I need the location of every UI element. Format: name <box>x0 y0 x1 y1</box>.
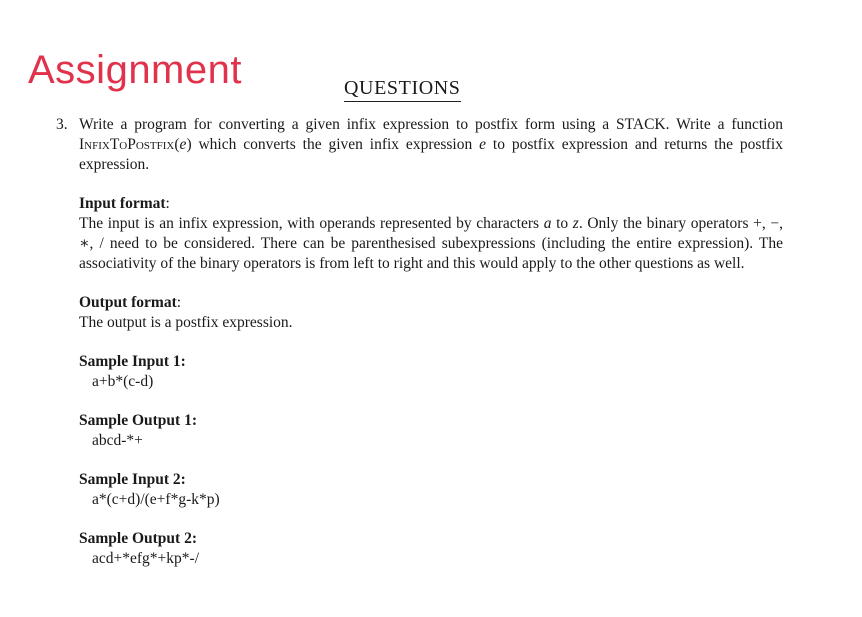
intro-text-1: Write a program for converting a given infix expression to postfix form using a STACK. Write a function <box>79 116 783 133</box>
sample-output-2-value: acd+*efg*+kp*-/ <box>92 550 200 567</box>
intro-variable: e <box>479 136 486 153</box>
question-number: 3. <box>56 116 68 133</box>
sample-output-2-label: Sample Output 2: <box>79 530 197 547</box>
output-format-heading: Output format: <box>79 294 182 311</box>
function-arg: e <box>179 136 187 153</box>
questions-heading: QUESTIONS <box>344 77 461 102</box>
function-arg-open: ( <box>174 136 180 153</box>
function-arg-close: ) <box>186 136 192 153</box>
sample-input-2-label: Sample Input 2: <box>79 471 186 488</box>
assignment-title: Assignment <box>28 48 242 92</box>
input-format-text: The input is an infix expression, with operands represented by characters a to z. Only the binary operators +, −, ∗, / need to be considered. There can be parenthesised subexpressions (including the entire expression). The associativity of the binary operators is from left to right and this would apply to the other questions as well. <box>79 215 783 272</box>
sample-input-1-value: a+b*(c-d) <box>92 373 154 390</box>
sample-output-1-label: Sample Output 1: <box>79 412 197 429</box>
intro-text-2: which converts the given infix expression <box>191 136 480 153</box>
intro-text-3: to postfix expression and returns the postfix expression. <box>79 136 783 173</box>
sample-output-1-value: abcd-*+ <box>92 432 143 449</box>
output-format-text: The output is a postfix expression. <box>79 314 293 331</box>
sample-input-2-value: a*(c+d)/(e+f*g-k*p) <box>92 491 220 508</box>
question-body <box>79 115 783 569</box>
question-intro <box>79 115 783 175</box>
sample-input-1-label: Sample Input 1: <box>79 353 186 370</box>
input-format-heading: Input format: <box>79 195 170 212</box>
function-name: InfixToPostfix <box>79 136 175 153</box>
